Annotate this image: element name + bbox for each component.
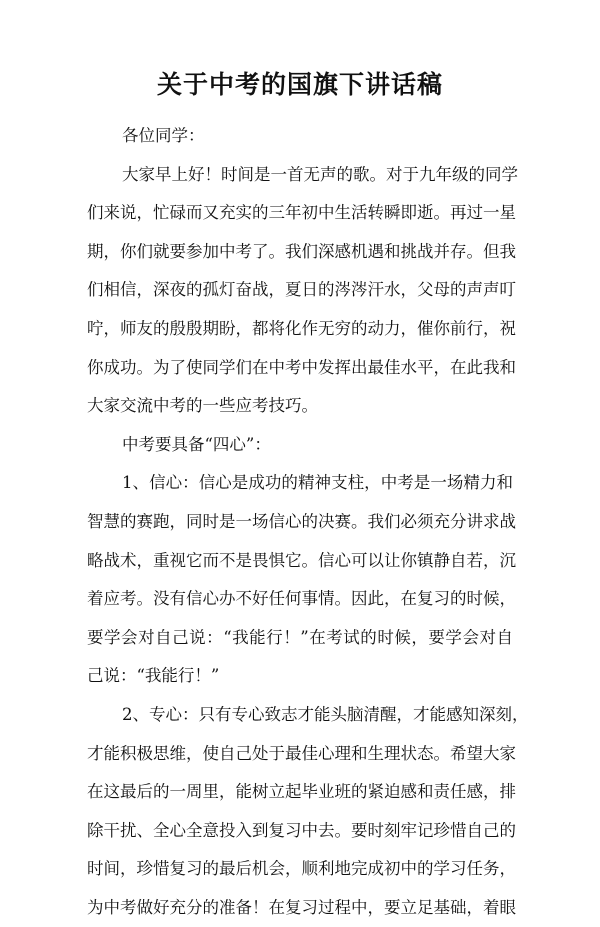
paragraph-line: 你成功。为了使同学们在中考中发挥出最佳水平，在此我和 xyxy=(87,357,516,377)
paragraph-line: 除干扰、全心全意投入到复习中去。要时刻牢记珍惜自己的 xyxy=(87,820,516,840)
paragraph-line: 期，你们就要参加中考了。我们深感机遇和挑战并存。但我 xyxy=(87,241,516,261)
paragraph-line: 1、信心：信心是成功的精神支柱，中考是一场精力和 xyxy=(122,473,513,493)
document-body xyxy=(87,117,529,927)
section-heading-line: 中考要具备“四心”： xyxy=(122,434,271,454)
paragraph-line: 要学会对自己说：“我能行！”在考试的时候，要学会对自 xyxy=(87,627,513,647)
paragraph-line: 为中考做好充分的准备！在复习过程中，要立足基础，着眼 xyxy=(87,897,516,917)
paragraph-line: 们相信，深夜的孤灯奋战，夏日的涔涔汗水，父母的声声叮 xyxy=(87,280,516,300)
paragraph-line: 略战术，重视它而不是畏惧它。信心可以让你镇静自若，沉 xyxy=(87,550,516,570)
paragraph-line: 着应考。没有信心办不好任何事情。因此，在复习的时候， xyxy=(87,589,516,609)
paragraph-line: 咛，师友的殷殷期盼，都将化作无穷的动力，催你前行，祝 xyxy=(87,318,516,338)
salutation-line: 各位同学： xyxy=(122,126,205,145)
paragraph-line: 己说：“我能行！” xyxy=(87,666,220,686)
paragraph-line: 2、专心：只有专心致志才能头脑清醒，才能感知深刻， xyxy=(122,704,529,724)
paragraph-line: 们来说，忙碌而又充实的三年初中生活转瞬即逝。再过一星 xyxy=(87,203,516,223)
paragraph-line: 才能积极思维，使自己处于最佳心理和生理状态。希望大家 xyxy=(87,743,516,763)
paragraph-line: 智慧的赛跑，同时是一场信心的决赛。我们必须充分讲求战 xyxy=(87,511,516,531)
paragraph-line: 大家早上好！时间是一首无声的歌。对于九年级的同学 xyxy=(122,164,518,184)
document-title: 关于中考的国旗下讲话稿 xyxy=(156,70,443,99)
paragraph-line: 大家交流中考的一些应考技巧。 xyxy=(87,396,318,416)
paragraph-line: 在这最后的一周里，能树立起毕业班的紧迫感和责任感，排 xyxy=(87,782,516,802)
paragraph-line: 时间，珍惜复习的最后机会，顺利地完成初中的学习任务， xyxy=(87,859,516,879)
